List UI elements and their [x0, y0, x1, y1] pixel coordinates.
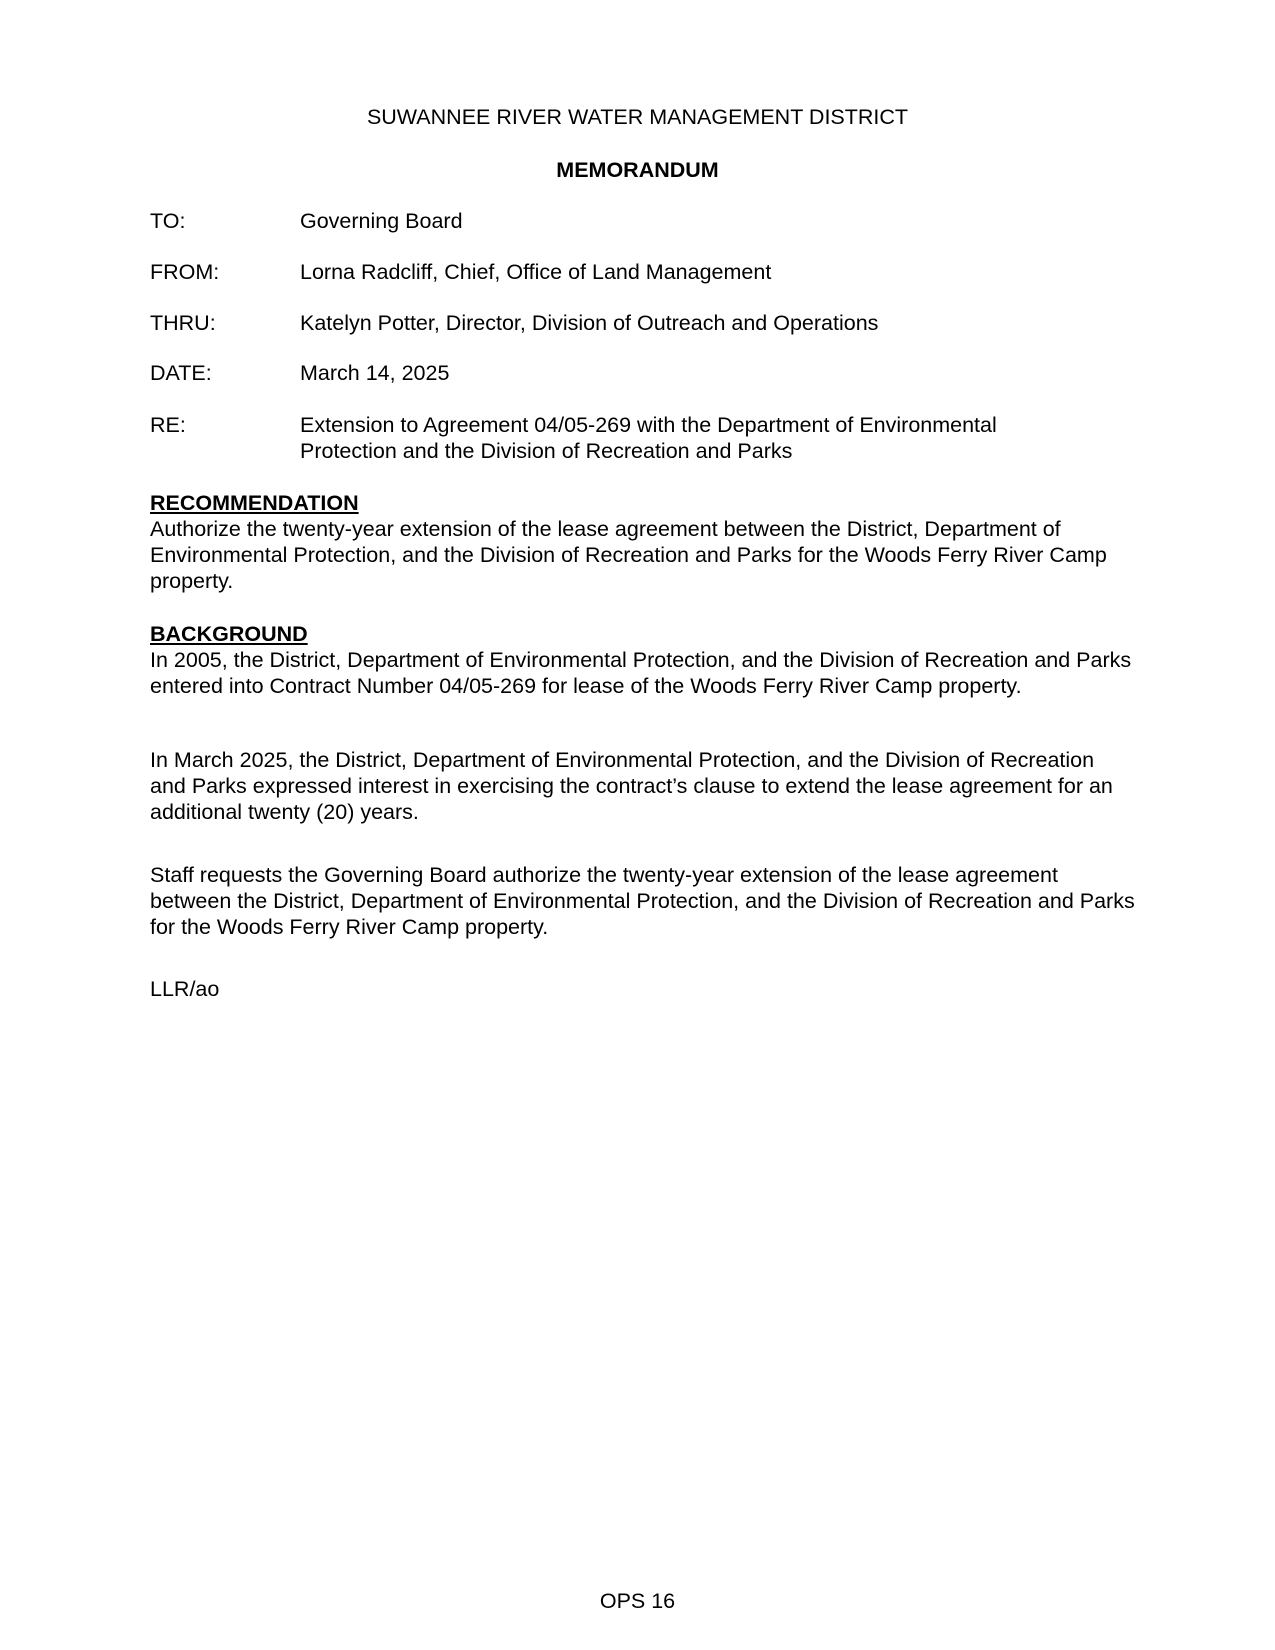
page-number: OPS 16	[599, 1589, 676, 1613]
background-paragraph-2: In March 2025, the District, Department of Environmental Protection, and the Division of Recreation and Parks expressed interest in exercising the contract’s clause to extend the lease agreement for an additional twenty (20) years.	[150, 748, 1113, 824]
date-label: DATE:	[150, 361, 212, 385]
to-label: TO:	[150, 209, 186, 233]
re-value: Extension to Agreement 04/05-269 with the Department of Environmental Protection and the Division of Recreation and Parks	[300, 413, 997, 463]
background-paragraph-3: Staff requests the Governing Board authorize the twenty-year extension of the lease agreement between the District, Department of Environmental Protection, and the Division of Recreation and Parks for the Woods Ferry River Camp property.	[150, 863, 1135, 939]
date-value: March 14, 2025	[300, 361, 450, 385]
recommendation-section	[150, 490, 1140, 594]
from-value: Lorna Radcliff, Chief, Office of Land Management	[300, 260, 772, 284]
to-value: Governing Board	[300, 209, 463, 233]
recommendation-text: Authorize the twenty-year extension of the lease agreement between the District, Department of Environmental Protection, and the Division of Recreation and Parks for the Woods Ferry River Camp property.	[150, 517, 1107, 593]
organization-name: SUWANNEE RIVER WATER MANAGEMENT DISTRICT	[366, 105, 909, 129]
background-section	[150, 621, 1140, 699]
thru-label: THRU:	[150, 311, 216, 335]
from-label: FROM:	[150, 260, 220, 284]
memo-title: MEMORANDUM	[556, 158, 719, 182]
thru-value: Katelyn Potter, Director, Division of Outreach and Operations	[300, 311, 879, 335]
background-heading: BACKGROUND	[150, 622, 308, 646]
recommendation-heading: RECOMMENDATION	[150, 491, 359, 515]
re-label: RE:	[150, 413, 186, 437]
background-paragraph-1: In 2005, the District, Department of Environmental Protection, and the Division of Recreation and Parks entered into Contract Number 04/05-269 for lease of the Woods Ferry River Camp property.	[150, 648, 1132, 698]
author-initials: LLR/ao	[150, 977, 220, 1001]
